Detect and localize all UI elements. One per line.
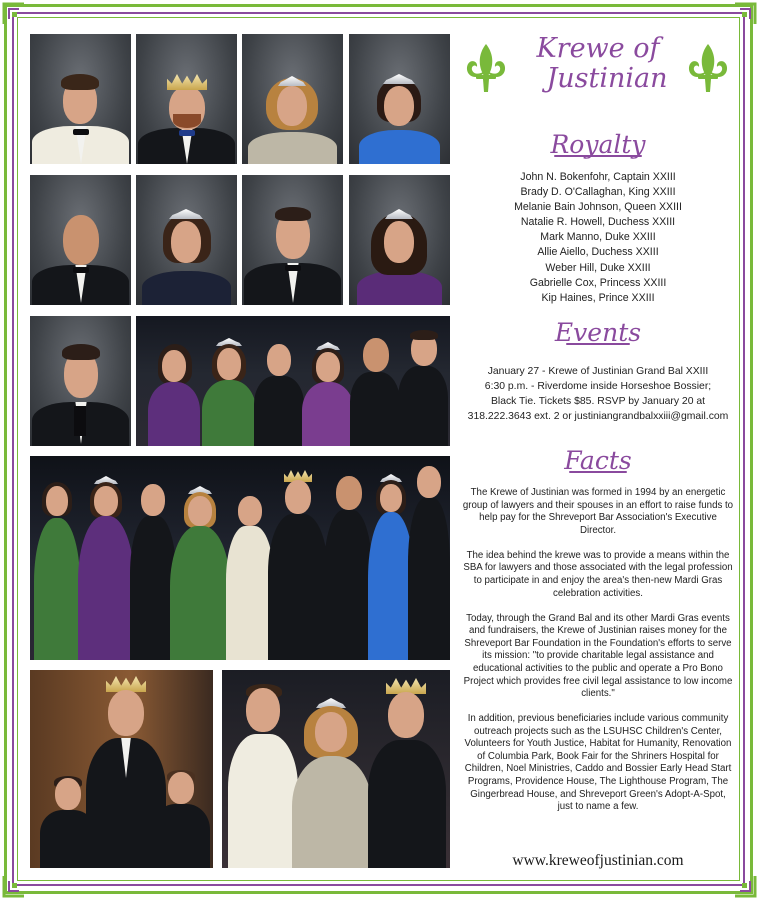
royalty-member: Weber Hill, Duke XXIII	[545, 261, 651, 274]
royalty-heading	[460, 130, 736, 157]
portrait-photo-king	[136, 34, 237, 164]
facts-heading	[460, 446, 736, 473]
facts-paragraph: The Krewe of Justinian was formed in 1994 by an energetic group of lawyers and their spouses in an effort to raise funds to help pay for the Shreveport Bar Association's Executive Director.	[462, 487, 734, 536]
events-line: 318.222.3643 ext. 2 or justiniangrandbalxxiii@gmail.com	[467, 411, 729, 422]
portrait-photo-captain	[30, 34, 131, 164]
portrait-photo-duchess-2	[136, 175, 237, 305]
royalty-heading-text: Royalty	[550, 130, 646, 159]
portrait-photo-duke-2	[242, 175, 343, 305]
masthead	[460, 30, 736, 120]
events-line: Black Tie. Tickets $85. RSVP by January 20 at	[490, 396, 706, 407]
royalty-member: Gabrielle Cox, Princess XXIII	[529, 276, 667, 289]
events-heading	[460, 318, 736, 345]
fleur-de-lis-icon	[462, 42, 510, 94]
photo-king-queen-captain	[222, 670, 450, 868]
facts-heading-text: Facts	[564, 446, 632, 475]
royalty-member: Melanie Bain Johnson, Queen XXIII	[514, 201, 682, 214]
facts-paragraph: In addition, previous beneficiaries include various community outreach projects such as the LSUHSC Children's Center, Volunteers for Youth Justice, Habitat for Humanity, Renovation of Columbia Park, Book Fair for the Shriners Hospital for Children, Noel Ministries, Caddo and Bossier Early Head Start Programs, Providence House, The Lighthouse Program, The Gingerbread House, and Shreveport Green's Adopt-A-Spot, just to name a few.	[464, 713, 732, 813]
portrait-photo-prince	[30, 316, 131, 446]
events-line: 6:30 p.m. - Riverdome inside Horseshoe Bossier;	[484, 381, 712, 392]
events-line: January 27 - Krewe of Justinian Grand Bal XXIII	[487, 366, 709, 377]
royalty-member: Brady D. O'Callaghan, King XXIII	[520, 186, 676, 199]
facts-body	[462, 487, 734, 826]
corner-ornament-icon	[1, 873, 27, 899]
corner-ornament-icon	[732, 1, 758, 27]
royalty-member: Kip Haines, Prince XXIII	[541, 291, 655, 304]
group-photo-grand-bal	[30, 456, 450, 660]
corner-ornament-icon	[1, 1, 27, 27]
fleur-de-lis-icon	[684, 42, 732, 94]
portrait-photo-princess	[349, 175, 450, 305]
website-link[interactable]: www.kreweofjustinian.com	[512, 852, 684, 869]
royalty-member: Natalie R. Howell, Duchess XXIII	[520, 216, 676, 229]
royalty-list	[460, 170, 736, 306]
facts-paragraph: The idea behind the krewe was to provide a means within the SBA for lawyers and those associated with the legal profession to participate in and enjoy the area's then-new Mardi Gras celebration activities.	[463, 549, 733, 599]
events-heading-text: Events	[554, 318, 642, 347]
royalty-member: Allie Aiello, Duchess XXIII	[537, 246, 659, 259]
facts-paragraph: Today, through the Grand Bal and its other Mardi Gras events and fundraisers, the Krewe of Justinian raises money for the Shreveport Bar Foundation in the Foundation's efforts to serve its mission: "to provide charitable legal assistance and educational activities to the public and operate a Pro Bono Project which provides free civil legal assistance to low income clients."	[463, 612, 733, 700]
portrait-photo-duke-1	[30, 175, 131, 305]
group-photo-royal-court	[136, 316, 450, 446]
royalty-member: John N. Bokenfohr, Captain XXIII	[520, 171, 676, 183]
portrait-photo-queen	[242, 34, 343, 164]
corner-ornament-icon	[732, 873, 758, 899]
portrait-photo-duchess	[349, 34, 450, 164]
krewe-title-line2: Justinian	[546, 63, 668, 94]
events-details	[460, 364, 736, 424]
krewe-title	[518, 34, 678, 94]
krewe-title-line1: Krewe of	[536, 33, 660, 64]
royalty-member: Mark Manno, Duke XXIII	[540, 231, 656, 244]
photo-king-with-sons	[30, 670, 213, 868]
